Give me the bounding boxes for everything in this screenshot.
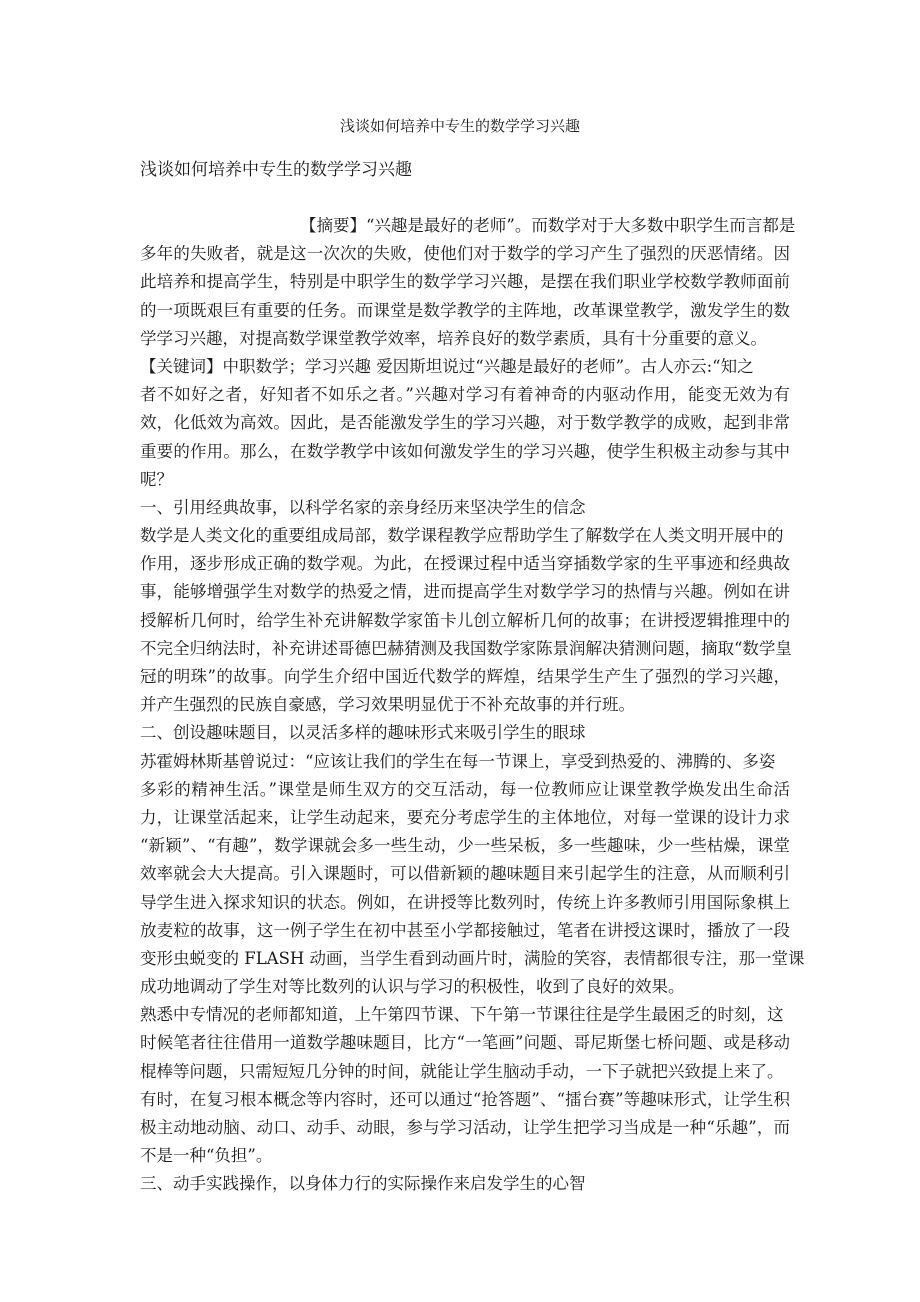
text-line: 不完全归纳法时，补充讲述哥德巴赫猜测及我国数学家陈景润解决猜测问题，摘取“数学皇 [140,638,792,658]
text-line: 并产生强烈的民族自豪感，学习效果明显优于不补充故事的并行班。 [140,695,635,715]
text-line: 的一项既艰巨有重要的任务。而课堂是数学教学的主阵地，改革课堂教学，激发学生的数 [140,300,790,320]
text-line: 学学习兴趣，对提高数学课堂教学效率，培养良好的数学素质，具有十分重要的意义。 [140,328,767,348]
text-line: 多年的失败者，就是这一次次的失败，使他们对于数学的学习产生了强烈的厌恶情绪。因 [140,244,790,264]
text-line: 极主动地动脑、动口、动手、动眼，参与学习活动，让学生把学习当成是一种“乐趣”，而 [140,1118,790,1137]
section-heading: 一、引用经典故事，以科学名家的亲身经历来坚决学生的信念 [140,497,586,517]
text-line: 导学生进入探求知识的状态。例如，在讲授等比数列时，传统上许多教师引用国际象棋上 [140,892,790,912]
text-line: 成功地调动了学生对等比数列的认识与学习的积极性，收到了良好的效果。 [140,977,685,997]
text-line: 棍棒等问题，只需短短几分钟的时间，就能让学生脑动手动，一下子就把兴致提上来了。 [140,1061,784,1081]
text-line: “新颖”、“有趣”，数学课就会多一些生动，少一些呆板，多一些趣味，少一些枯燥，课堂 [140,836,790,856]
document-title: 浅谈如何培养中专生的数学学习兴趣 [339,117,580,135]
text-line: 多彩的精神生活。”课堂是师生双方的交互活动，每一位教师应让课堂教学焕发出生命活 [140,779,790,799]
document-subtitle: 浅谈如何培养中专生的数学学习兴趣 [140,160,412,180]
text-line: 重要的作用。那么，在数学教学中该如何激发学生的学习兴趣，使学生积极主动参与其中 [140,441,790,461]
text-line: 变形虫蜕变的 FLASH 动画，当学生看到动画片时，满脸的笑容，表情都很专注，那一堂课 [140,948,805,968]
section-heading: 二、创设趣味题目，以灵活多样的趣味形式来吸引学生的眼球 [140,723,586,743]
text-line: 熟悉中专情况的老师都知道，上午第四节课、下午第一节课往往是学生最困乏的时刻，这 [140,1005,784,1025]
text-line: 苏霍姆林斯基曾说过：“应该让我们的学生在每一节课上，享受到热爱的、沸腾的、多姿 [140,751,776,771]
text-line: 作用，逐步形成正确的数学观。为此，在授课过程中适当穿插数学家的生平事迹和经典故 [140,554,790,574]
text-line: 【摘要】“兴趣是最好的老师”。而数学对于大多数中职学生而言都是 [300,216,796,235]
text-line: 力，让课堂活起来，让学生动起来，要充分考虑学生的主体地位，对每一堂课的设计力求 [140,807,790,827]
text-line: 【关键词】中职数学；学习兴趣 爱因斯坦说过“兴趣是最好的老师”。古人亦云:“知之 [140,356,754,376]
text-line: 有时，在复习根本概念等内容时，还可以通过“抢答题”、“擂台赛”等趣味形式，让学生积 [140,1089,790,1109]
text-line: 数学是人类文化的重要组成局部，数学课程教学应帮助学生了解数学在人类文明开展中的 [140,526,784,546]
text-line: 者不如好之者，好知者不如乐之者。”兴趣对学习有着神奇的内驱动作用，能变无效为有 [140,385,790,405]
text-line: 效，化低效为高效。因此，是否能激发学生的学习兴趣，对于数学教学的成败，起到非常 [140,413,790,433]
text-line: 冠的明珠”的故事。向学生介绍中国近代数学的辉煌，结果学生产生了强烈的学习兴趣， [140,667,790,686]
text-line: 授解析几何时，给学生补充讲解数学家笛卡儿创立解析几何的故事；在讲授逻辑推理中的 [140,610,790,630]
text-line: 效率就会大大提高。引入课题时，可以借新颖的趣味题目来引起学生的注意，从而顺利引 [140,864,790,884]
text-line: 放麦粒的故事，这一例子学生在初中甚至小学都接触过，笔者在讲授这课时，播放了一段 [140,920,790,940]
text-line: 事，能够增强学生对数学的热爱之情，进而提高学生对数学学习的热情与兴趣。例如在讲 [140,582,790,602]
text-line: 呢？ [140,469,173,489]
text-line: 此培养和提高学生，特别是中职学生的数学学习兴趣，是摆在我们职业学校数学教师面前 [140,272,790,292]
document-body [140,212,805,1199]
text-line: 时候笔者往往借用一道数学趣味题目，比方“一笔画”问题、哥尼斯堡七桥问题、或是移动 [140,1033,790,1053]
section-heading: 三、动手实践操作，以身体力行的实际操作来启发学生的心智 [140,1174,586,1194]
text-line: 不是一种“负担”。 [140,1146,273,1166]
